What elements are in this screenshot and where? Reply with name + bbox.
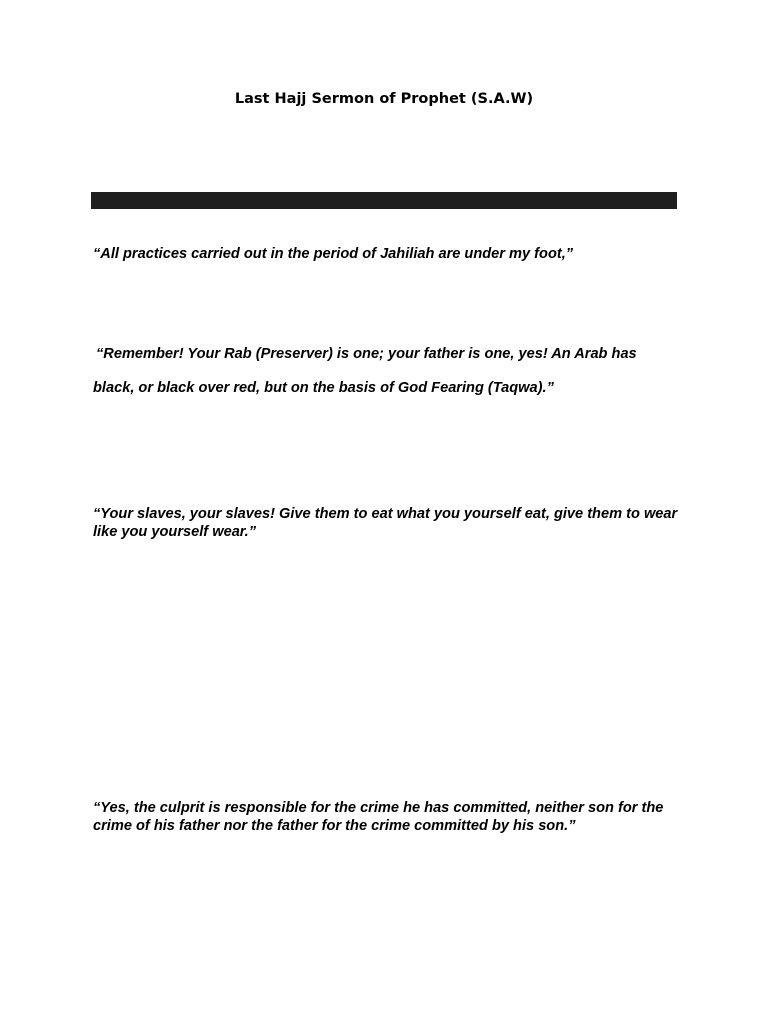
divider-bar <box>91 192 677 209</box>
quote-culprit: “Yes, the culprit is responsible for the crime he has committed, neither son for the crime of his father nor the father for the crime committed by his son.” <box>93 800 664 834</box>
document-title: Last Hajj Sermon of Prophet (S.A.W) <box>234 91 534 107</box>
quote-remember-line-2: black, or black over red, but on the basis of God Fearing (Taqwa).” <box>93 380 554 396</box>
quote-jahiliah: “All practices carried out in the period of Jahiliah are under my foot,” <box>93 246 574 262</box>
quote-remember-line-1: “Remember! Your Rab (Preserver) is one; your father is one, yes! An Arab has <box>96 346 637 362</box>
quote-slaves: “Your slaves, your slaves! Give them to eat what you yourself eat, give them to wear like you yourself wear.” <box>93 506 678 540</box>
